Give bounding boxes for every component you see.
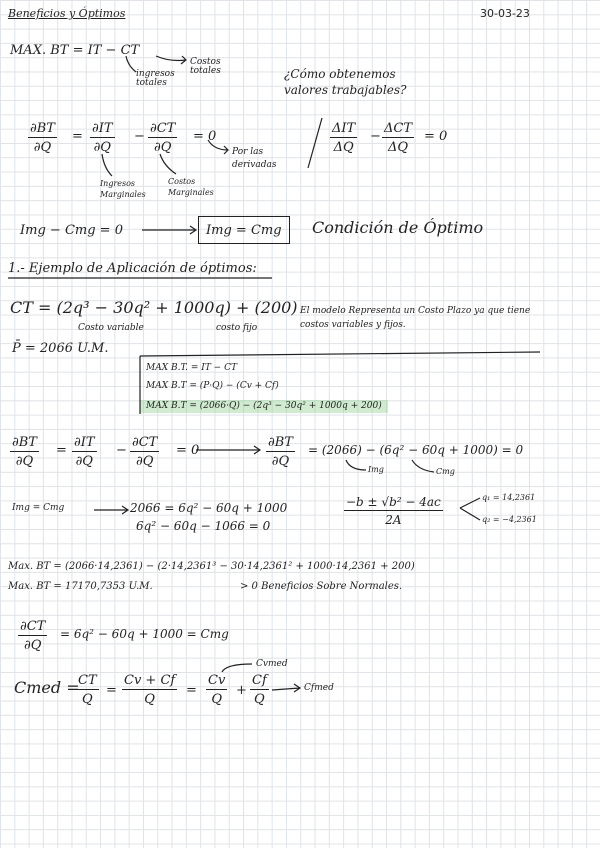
delta-it-fraction: ΔIT ΔQ	[332, 121, 356, 155]
arrow-img-cmg-to-box	[142, 226, 196, 234]
arrow-to-cfmed	[272, 684, 300, 692]
arrow-img-cmg-to-2066	[94, 506, 128, 514]
deriv-ct-fraction: $\frac{\partial CT}{\partial Q}$	[150, 121, 176, 155]
cmed-equals-1: =	[106, 683, 117, 698]
max-bt-result: Max. BT = 17170,7353 U.M.	[8, 581, 153, 592]
costo-variable-label: Costo variable	[78, 323, 144, 333]
cv-over-q-fraction: $\frac{Cv}{Q}$	[208, 673, 226, 707]
deriv-bt-fraction: $\frac{\partial BT}{\partial Q}$	[30, 121, 55, 155]
arrow-to-costos-totales	[156, 56, 186, 64]
eq-quadratic: 6q² − 60q − 1066 = 0	[136, 519, 271, 533]
cvmed-label: Cvmed	[256, 659, 288, 669]
question-note: ¿Cómo obtenemos valores trabajables?	[284, 67, 407, 98]
minus-sign: −	[134, 129, 145, 144]
model-note: El modelo Representa un Costo Plazo ya que tiene costos variables y fijos.	[300, 306, 531, 331]
beneficios-note: > 0 Beneficios Sobre Normales.	[240, 581, 403, 592]
max-bt-equation: MAX. BT = IT − CT	[10, 43, 140, 58]
dct-rhs: = 6q² − 60q + 1000 = Cmg	[60, 627, 229, 641]
arrow-to-costos-marginales	[160, 154, 176, 174]
bracket-box-top	[140, 352, 540, 356]
ct-over-q-fraction: $\frac{CT}{Q}$	[78, 673, 97, 707]
equals-zero: = 0	[193, 129, 217, 144]
ingresos-marginales-note: Ingresos Marginales	[100, 179, 146, 200]
price-value: P̄ = 2066 U.M.	[12, 341, 109, 356]
q1-root: q₁ = 14,2361	[482, 493, 536, 502]
arrow-deriv-to-deriv3	[196, 446, 260, 454]
arrow-to-cmg-label	[412, 460, 434, 472]
deriv3-bt-fraction: $\frac{\partial BT}{\partial Q}$	[268, 435, 293, 469]
box-line-2: MAX B.T = (P·Q) − (Cv + Cf)	[146, 381, 279, 391]
cvcf-over-q-fraction: $\frac{Cv + Cf}{Q}$	[124, 673, 176, 707]
cmg-pointer-label: Cmg	[436, 467, 455, 476]
arrows-to-roots	[460, 498, 480, 520]
cf-over-q-fraction: $\frac{Cf}{Q}$	[252, 673, 267, 707]
arrow-to-ingresos-totales	[126, 56, 136, 72]
page-title: Beneficios y Óptimos	[8, 7, 126, 20]
deriv2-ct-fraction: $\frac{\partial CT}{\partial Q}$	[132, 435, 158, 469]
cfmed-label: Cfmed	[304, 683, 334, 693]
eq-2066: 2066 = 6q² − 60q + 1000	[130, 501, 288, 515]
img-equals-cmg: Img = Cmg	[206, 223, 282, 238]
ingresos-totales-note: ingresos totales	[136, 69, 175, 88]
cmed-plus: +	[236, 683, 247, 698]
page-date: 30-03-23	[480, 7, 530, 20]
ct-equation: CT = (2q³ − 30q² + 1000q) + (200)	[10, 298, 298, 317]
cmed-label: Cmed =	[14, 678, 80, 697]
por-derivadas-note: Por las derivadas	[232, 147, 277, 170]
condicion-optimo: Condición de Óptimo	[312, 218, 484, 237]
arrow-to-por-derivadas	[208, 140, 228, 154]
arrow-to-img-label	[346, 460, 366, 470]
deriv2-it-fraction: $\frac{\partial IT}{\partial Q}$	[74, 435, 95, 469]
equals-sign: =	[72, 129, 83, 144]
arrow-to-cvmed	[222, 664, 252, 672]
deriv-it-fraction: $\frac{\partial IT}{\partial Q}$	[92, 121, 113, 155]
slash-divider	[308, 118, 322, 168]
costos-totales-note: Costos totales	[190, 57, 221, 76]
deriv2-equals: =	[56, 443, 67, 458]
img-minus-cmg: Img − Cmg = 0	[20, 223, 123, 238]
max-bt-substitution: Max. BT = (2066·14,2361) − (2·14,2361³ − 30·14,2361² + 1000·14,2361 + 200)	[8, 561, 415, 572]
costo-fijo-label: costo fijo	[216, 323, 258, 333]
deriv2-equals-zero: = 0	[176, 443, 200, 458]
arrow-to-ingresos-marginales	[102, 154, 112, 176]
deriv2-minus: −	[116, 443, 127, 458]
box-line-3: MAX B.T = (2066·Q) − (2q³ − 30q² + 1000q + 200)	[140, 400, 388, 413]
minus-sign-delta: −	[370, 129, 381, 144]
cmed-equals-2: =	[186, 683, 197, 698]
box-line-1: MAX B.T. = IT − CT	[146, 363, 237, 373]
dct-fraction: $\frac{\partial CT}{\partial Q}$	[20, 619, 46, 653]
deriv3-rhs: = (2066) − (6q² − 60q + 1000) = 0	[308, 443, 524, 457]
delta-ct-fraction: ΔCT ΔQ	[384, 121, 413, 155]
deriv2-bt-fraction: $\frac{\partial BT}{\partial Q}$	[12, 435, 37, 469]
img-equals-cmg-2: Img = Cmg	[12, 503, 65, 513]
costos-marginales-note: Costos Marginales	[168, 177, 214, 198]
quadratic-formula: $\frac{\text{−b ± √b² − 4ac}}{2A}$	[346, 495, 441, 527]
example-heading: 1.- Ejemplo de Aplicación de óptimos:	[8, 261, 257, 276]
q2-root: q₂ = −4,2361	[482, 515, 537, 524]
img-pointer-label: Img	[368, 465, 384, 474]
delta-equals-zero: = 0	[424, 129, 448, 144]
